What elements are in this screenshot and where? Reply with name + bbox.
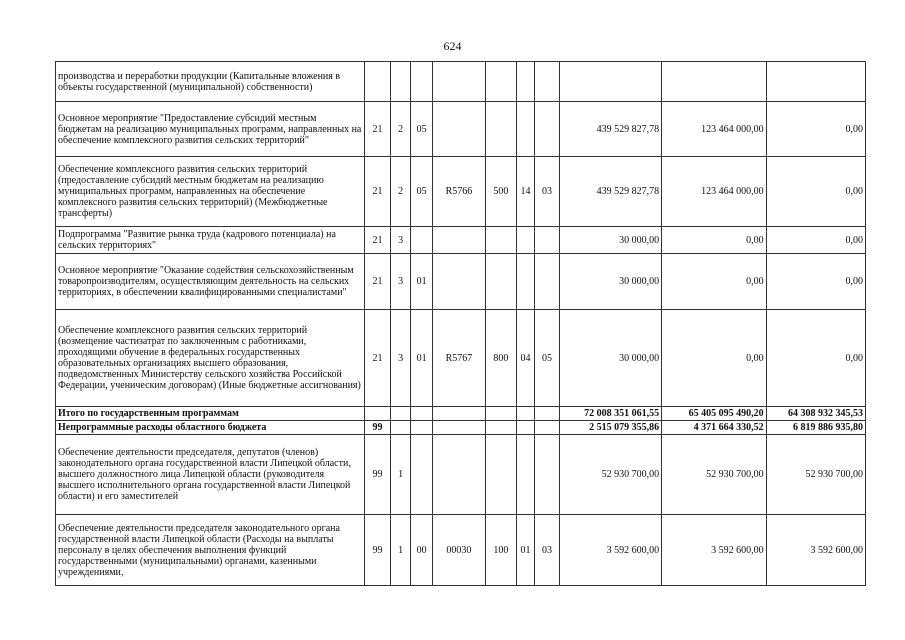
section-code-cell <box>516 102 534 157</box>
program-code-cell: 21 <box>365 157 391 227</box>
expense-type-cell: 500 <box>486 157 517 227</box>
subprogram-code-cell <box>390 407 410 421</box>
amount-cell: 0,00 <box>766 157 865 227</box>
section-code-cell <box>516 227 534 254</box>
main-event-code-cell <box>411 62 433 102</box>
subsection-code-cell <box>535 227 560 254</box>
amount-cell: 0,00 <box>662 227 766 254</box>
expense-type-cell <box>486 254 517 310</box>
program-code-cell <box>365 407 391 421</box>
row-name-cell: Итого по государственным программам <box>56 407 365 421</box>
amount-cell: 30 000,00 <box>559 254 661 310</box>
amount-cell <box>662 62 766 102</box>
amount-cell: 65 405 095 490,20 <box>662 407 766 421</box>
direction-code-cell <box>432 435 485 515</box>
direction-code-cell: R5767 <box>432 310 485 407</box>
subprogram-code-cell <box>390 421 410 435</box>
program-code-cell: 21 <box>365 254 391 310</box>
row-name-cell: Обеспечение комплексного развития сельских территорий (предоставление субсидий местным бюджетам на реализацию муниципальных программ, направленных на обеспечение комплексного развития сельских территорий) (Межбюджетные трансферты) <box>56 157 365 227</box>
subprogram-code-cell: 1 <box>390 435 410 515</box>
subsection-code-cell <box>535 254 560 310</box>
section-code-cell <box>516 435 534 515</box>
subprogram-code-cell: 2 <box>390 157 410 227</box>
amount-cell: 0,00 <box>662 310 766 407</box>
table-body <box>56 62 866 586</box>
subsection-code-cell <box>535 62 560 102</box>
main-event-code-cell <box>411 421 433 435</box>
expense-type-cell: 800 <box>486 310 517 407</box>
row-name-cell: Основное мероприятие "Оказание содействия сельскохозяйственным товаропроизводителям, осуществляющим деятельность на сельских территориях, в обеспечении квалифицированными специалистами" <box>56 254 365 310</box>
table-row <box>56 62 866 102</box>
expense-type-cell <box>486 435 517 515</box>
subprogram-code-cell: 2 <box>390 102 410 157</box>
amount-cell: 6 819 886 935,80 <box>766 421 865 435</box>
subsection-code-cell: 03 <box>535 157 560 227</box>
main-event-code-cell <box>411 227 433 254</box>
section-code-cell: 14 <box>516 157 534 227</box>
row-name-cell: Подпрограмма "Развитие рынка труда (кадрового потенциала) на сельских территориях" <box>56 227 365 254</box>
direction-code-cell: R5766 <box>432 157 485 227</box>
main-event-code-cell: 01 <box>411 310 433 407</box>
expense-type-cell <box>486 407 517 421</box>
program-code-cell: 21 <box>365 227 391 254</box>
direction-code-cell <box>432 102 485 157</box>
amount-cell: 3 592 600,00 <box>766 515 865 586</box>
section-code-cell <box>516 62 534 102</box>
program-code-cell <box>365 62 391 102</box>
table-row <box>56 407 866 421</box>
direction-code-cell <box>432 62 485 102</box>
table-row <box>56 254 866 310</box>
expense-type-cell <box>486 62 517 102</box>
amount-cell: 30 000,00 <box>559 227 661 254</box>
table-row <box>56 435 866 515</box>
expense-type-cell <box>486 421 517 435</box>
row-name-cell: Основное мероприятие "Предоставление субсидий местным бюджетам на реализацию муниципальных программ, направленных на обеспечение комплексного развития сельских территорий" <box>56 102 365 157</box>
amount-cell <box>766 62 865 102</box>
table-row <box>56 227 866 254</box>
expense-type-cell: 100 <box>486 515 517 586</box>
direction-code-cell: 00030 <box>432 515 485 586</box>
section-code-cell <box>516 421 534 435</box>
subsection-code-cell <box>535 435 560 515</box>
row-name-cell: Обеспечение деятельности председателя законодательного органа государственной власти Липецкой области (Расходы на выплаты персоналу в целях обеспечения выполнения функций государственными (муниципальными) органами, казенными учреждениями, <box>56 515 365 586</box>
amount-cell: 2 515 079 355,86 <box>559 421 661 435</box>
subprogram-code-cell: 3 <box>390 227 410 254</box>
table-row <box>56 515 866 586</box>
table-row <box>56 102 866 157</box>
amount-cell: 0,00 <box>766 310 865 407</box>
subprogram-code-cell: 1 <box>390 515 410 586</box>
page-number: 624 <box>443 39 462 53</box>
main-event-code-cell: 00 <box>411 515 433 586</box>
amount-cell: 4 371 664 330,52 <box>662 421 766 435</box>
expense-type-cell <box>486 227 517 254</box>
section-code-cell <box>516 407 534 421</box>
subprogram-code-cell: 3 <box>390 310 410 407</box>
program-code-cell: 99 <box>365 515 391 586</box>
row-name-cell: производства и переработки продукции (Капитальные вложения в объекты государственной (муниципальной) собственности) <box>56 62 365 102</box>
amount-cell: 52 930 700,00 <box>662 435 766 515</box>
budget-table <box>55 61 866 586</box>
main-event-code-cell: 05 <box>411 157 433 227</box>
row-name-cell: Обеспечение комплексного развития сельских территорий (возмещение частизатрат по заключенным с работниками, проходящими обучение в федеральных государственных образовательных организациях высшего образования, подведомственных Министерству сельского хозяйства Российской Федерации, ученическим договорам) (Иные бюджетные ассигнования) <box>56 310 365 407</box>
amount-cell: 3 592 600,00 <box>662 515 766 586</box>
amount-cell: 0,00 <box>766 227 865 254</box>
direction-code-cell <box>432 254 485 310</box>
program-code-cell: 99 <box>365 435 391 515</box>
amount-cell: 0,00 <box>766 102 865 157</box>
amount-cell: 30 000,00 <box>559 310 661 407</box>
direction-code-cell <box>432 227 485 254</box>
direction-code-cell <box>432 407 485 421</box>
amount-cell: 0,00 <box>766 254 865 310</box>
table-row <box>56 157 866 227</box>
program-code-cell: 99 <box>365 421 391 435</box>
row-name-cell: Непрограммные расходы областного бюджета <box>56 421 365 435</box>
main-event-code-cell <box>411 435 433 515</box>
table-row <box>56 421 866 435</box>
amount-cell: 123 464 000,00 <box>662 157 766 227</box>
program-code-cell: 21 <box>365 102 391 157</box>
subprogram-code-cell: 3 <box>390 254 410 310</box>
amount-cell: 52 930 700,00 <box>766 435 865 515</box>
subsection-code-cell: 05 <box>535 310 560 407</box>
amount-cell: 123 464 000,00 <box>662 102 766 157</box>
amount-cell: 3 592 600,00 <box>559 515 661 586</box>
direction-code-cell <box>432 421 485 435</box>
amount-cell: 72 008 351 061,55 <box>559 407 661 421</box>
subsection-code-cell <box>535 407 560 421</box>
amount-cell: 52 930 700,00 <box>559 435 661 515</box>
program-code-cell: 21 <box>365 310 391 407</box>
table-row <box>56 310 866 407</box>
subsection-code-cell <box>535 421 560 435</box>
main-event-code-cell: 01 <box>411 254 433 310</box>
amount-cell: 64 308 932 345,53 <box>766 407 865 421</box>
amount-cell: 439 529 827,78 <box>559 102 661 157</box>
subsection-code-cell: 03 <box>535 515 560 586</box>
subprogram-code-cell <box>390 62 410 102</box>
amount-cell: 439 529 827,78 <box>559 157 661 227</box>
amount-cell <box>559 62 661 102</box>
main-event-code-cell <box>411 407 433 421</box>
section-code-cell: 01 <box>516 515 534 586</box>
subsection-code-cell <box>535 102 560 157</box>
section-code-cell <box>516 254 534 310</box>
row-name-cell: Обеспечение деятельности председателя, депутатов (членов) законодательного органа государственной власти Липецкой области, высшего должностного лица Липецкой области (руководителя высшего исполнительного органа государственной власти Липецкой области) и его заместителей <box>56 435 365 515</box>
section-code-cell: 04 <box>516 310 534 407</box>
expense-type-cell <box>486 102 517 157</box>
main-event-code-cell: 05 <box>411 102 433 157</box>
amount-cell: 0,00 <box>662 254 766 310</box>
